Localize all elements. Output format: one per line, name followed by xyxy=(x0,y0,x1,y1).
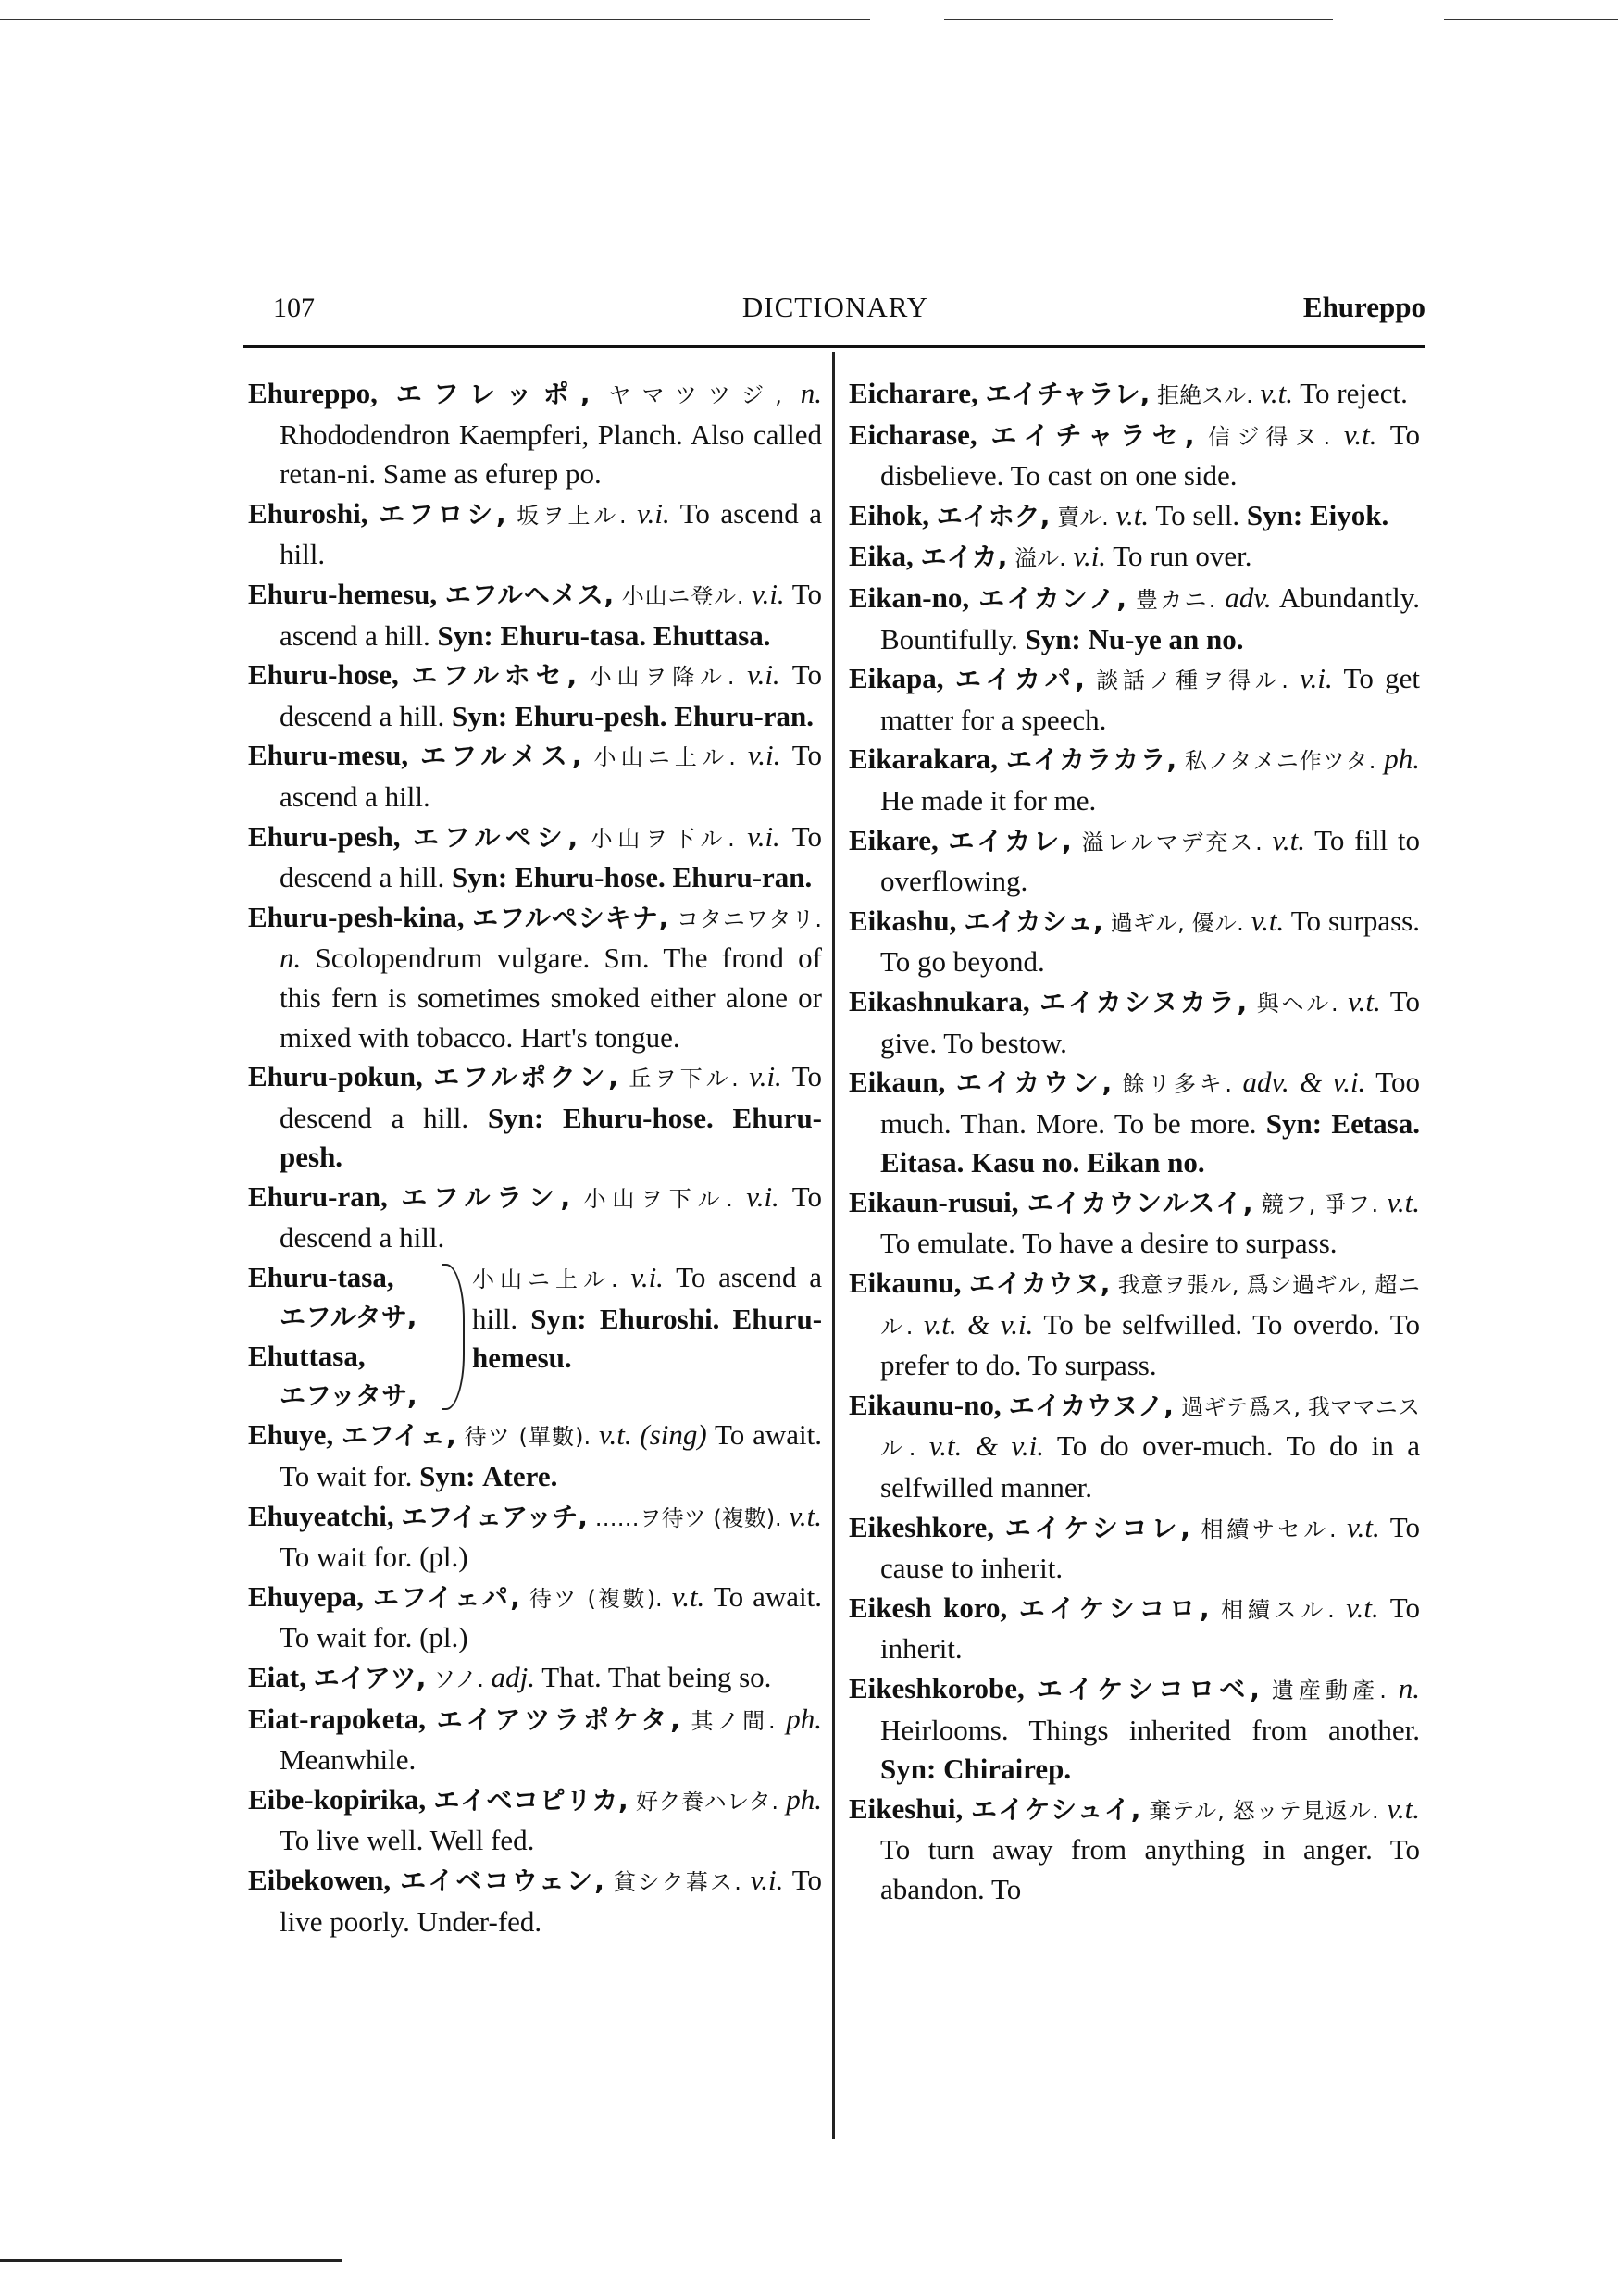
definition: To run over. xyxy=(1113,540,1252,573)
kana-reading: エフルペシキナ, xyxy=(472,902,669,933)
definition: To ascend a hill. xyxy=(280,496,822,571)
japanese-gloss: 小山ヲ下ル. xyxy=(590,825,735,852)
japanese-gloss: 拒絶スル. xyxy=(1157,382,1253,408)
headword: Eihok, xyxy=(849,498,930,531)
definition: Rhododendron Kaempferi, Planch. Also called retan-ni. Same as efurep po. xyxy=(280,418,822,491)
kana-reading: エイチャラレ, xyxy=(985,379,1151,409)
part-of-speech: v.i. xyxy=(752,577,785,610)
headword: Eiat-rapoketa, xyxy=(248,1702,427,1735)
definition: To ascend a hill. xyxy=(280,577,822,652)
headword: Eibekowen, xyxy=(248,1863,392,1896)
japanese-gloss: 餘リ多キ. xyxy=(1122,1071,1233,1098)
kana-reading: エフルホセ, xyxy=(411,660,578,692)
grouped-kana: エフルタサ, xyxy=(280,1301,417,1332)
syn-label: Syn: xyxy=(880,1753,937,1786)
synonyms: Ehuru-pesh. Ehuru-ran. xyxy=(515,699,815,732)
synonyms: Eiyok. xyxy=(1309,498,1389,531)
part-of-speech: v.i. xyxy=(637,496,670,530)
dictionary-entry xyxy=(849,1508,1420,1589)
synonyms: Ehuroshi. Ehuru-hemesu. xyxy=(472,1302,823,1375)
headword: Eikarakara, xyxy=(849,742,999,776)
definition: To descend a hill. xyxy=(280,658,822,732)
dictionary-entry xyxy=(849,579,1420,659)
definition: To be selfwilled. To overdo. To prefer to do. To surpass. xyxy=(880,1307,1421,1382)
syn-label: Syn: xyxy=(487,1101,544,1134)
kana-reading: エフルラン, xyxy=(401,1181,571,1213)
kana-reading: エイベコウェン, xyxy=(400,1865,604,1896)
headword: Eicharase, xyxy=(849,418,977,451)
synonyms: Ehuru-hose. Ehuru-pesh. xyxy=(280,1101,823,1174)
headword: Ehureppo, xyxy=(248,377,378,409)
definition: Meanwhile. xyxy=(280,1743,417,1777)
headword: Ehuyeatchi, xyxy=(248,1499,394,1532)
japanese-gloss: 待ツ (單數). xyxy=(464,1424,591,1451)
kana-reading: エフイェ, xyxy=(342,1420,456,1452)
dictionary-entry xyxy=(248,1057,822,1178)
japanese-gloss: 棄テル, 怒ッテ見返ル. xyxy=(1149,1797,1379,1824)
japanese-gloss: 與ヘル. xyxy=(1256,990,1338,1017)
syn-label: Syn: xyxy=(530,1302,587,1335)
dictionary-entry xyxy=(248,1658,822,1700)
japanese-gloss: 待ツ (複數). xyxy=(529,1585,663,1612)
dictionary-entry xyxy=(248,1780,822,1861)
japanese-gloss: コタニワタリ. xyxy=(676,905,823,932)
kana-reading: エイカシュ, xyxy=(964,905,1103,937)
japanese-gloss: 其ノ間. xyxy=(691,1707,776,1734)
japanese-gloss: 信ジ得ヌ. xyxy=(1208,423,1331,450)
part-of-speech: v.i. xyxy=(749,1060,782,1093)
dictionary-entry xyxy=(849,1063,1420,1183)
kana-reading: エイカウヌ, xyxy=(968,1268,1111,1300)
headword: Ehuyepa, xyxy=(248,1579,364,1613)
japanese-gloss: 小山ヲ降ル. xyxy=(589,664,735,691)
dictionary-entry xyxy=(849,982,1420,1063)
dictionary-entry xyxy=(248,1497,822,1578)
column-divider xyxy=(832,352,835,2139)
part-of-speech: v.i. xyxy=(1073,540,1107,573)
part-of-speech: v.t. xyxy=(1387,1791,1421,1825)
running-title: DICTIONARY xyxy=(741,291,929,323)
dictionary-entry xyxy=(849,1589,1420,1669)
scan-edge-line xyxy=(944,19,1333,20)
japanese-gloss: 貧シク暮ス. xyxy=(613,1868,741,1895)
headword: Eikaun-rusui, xyxy=(849,1185,1019,1218)
part-of-speech: n. xyxy=(280,942,302,975)
japanese-gloss: 小山ニ上ル. xyxy=(472,1267,618,1293)
part-of-speech: adv. xyxy=(1225,580,1272,614)
headword: Ehuru-pesh, xyxy=(248,819,401,853)
dictionary-entry xyxy=(248,494,822,575)
definition: To ascend a hill. xyxy=(280,739,823,813)
scan-edge-line xyxy=(0,2259,342,2262)
part-of-speech: v.t. xyxy=(1251,904,1285,937)
syn-label: Syn: xyxy=(437,618,493,652)
dictionary-entry xyxy=(849,1264,1420,1386)
headword: Eikashnukara, xyxy=(849,984,1030,1017)
syn-label: Syn: xyxy=(1265,1106,1323,1140)
definition: To await. To wait for. xyxy=(280,1418,823,1493)
dictionary-entry xyxy=(248,1700,822,1780)
dictionary-entry xyxy=(248,374,822,494)
headword: Eikapa, xyxy=(849,662,944,695)
definition: To sell. xyxy=(1155,498,1240,531)
japanese-gloss: 溢レルマデ充ス. xyxy=(1081,829,1263,855)
grouping-brace xyxy=(442,1264,465,1410)
headword: Eika, xyxy=(849,540,914,573)
japanese-gloss: 談話ノ種ヲ得ル. xyxy=(1096,668,1288,694)
syn-label: Syn: xyxy=(451,699,508,732)
japanese-gloss: 丘ヲ下ル. xyxy=(629,1066,739,1092)
kana-reading: エフルペシ, xyxy=(413,821,579,853)
definition: To descend a hill. xyxy=(280,1179,822,1254)
kana-reading: エイケシコレ, xyxy=(1004,1512,1190,1543)
headword: Ehuru-hose, xyxy=(248,658,399,692)
definition: To do over-much. To do in a selfwilled manner. xyxy=(880,1429,1420,1504)
dictionary-entry xyxy=(248,898,822,1057)
part-of-speech: v.i. xyxy=(747,819,780,853)
japanese-gloss: 好ク養ハレタ. xyxy=(635,1788,778,1815)
dictionary-entry xyxy=(248,736,822,817)
synonyms: Ehuru-tasa. Ehuttasa. xyxy=(500,618,771,652)
page-header xyxy=(245,291,1425,331)
definition: Too much. Than. More. To be more. xyxy=(880,1066,1420,1140)
syn-label: Syn: xyxy=(1025,622,1081,655)
part-of-speech: v.t. & v.i. xyxy=(924,1307,1034,1341)
part-of-speech: v.t. xyxy=(1348,984,1381,1017)
dictionary-entry xyxy=(849,740,1420,820)
headword: Eicharare, xyxy=(849,377,978,409)
dictionary-entry xyxy=(248,575,822,655)
kana-reading: エイカンノ, xyxy=(978,582,1127,614)
headword: Eikeshui, xyxy=(849,1791,964,1825)
syn-label: Syn: xyxy=(451,861,508,894)
definition: To wait for. (pl.) xyxy=(280,1541,468,1574)
part-of-speech: v.t. xyxy=(1343,418,1377,451)
dictionary-entry xyxy=(849,537,1420,579)
japanese-gloss: 豊カニ. xyxy=(1136,586,1216,613)
synonyms: Ehuru-hose. Ehuru-ran. xyxy=(515,861,813,894)
japanese-gloss: 小山ニ上ル. xyxy=(593,744,736,771)
synonyms: Chirairep. xyxy=(943,1753,1072,1786)
part-of-speech: v.t. xyxy=(1387,1185,1421,1218)
kana-reading: エイカウンルスイ, xyxy=(1027,1187,1253,1218)
dictionary-entry xyxy=(849,1790,1420,1910)
dictionary-entry xyxy=(849,902,1420,982)
page-number: 107 xyxy=(273,293,315,323)
dictionary-entry xyxy=(849,1183,1420,1264)
definition: To turn away from anything in anger. To abandon. To xyxy=(880,1833,1420,1905)
definition: To get matter for a speech. xyxy=(880,662,1421,736)
japanese-gloss: 小山ヲ下ル. xyxy=(583,1185,733,1212)
kana-reading: エイホク, xyxy=(936,500,1051,531)
definition: To descend a hill. xyxy=(280,819,822,894)
dictionary-entry xyxy=(248,1416,822,1496)
part-of-speech: v.i. xyxy=(1300,662,1333,695)
japanese-gloss: 賣ル. xyxy=(1057,504,1109,530)
part-of-speech: v.t. & v.i. xyxy=(928,1429,1045,1463)
part-of-speech: ph. xyxy=(786,1702,823,1735)
kana-reading: エフルポクン, xyxy=(433,1062,618,1093)
part-of-speech: n. xyxy=(800,377,823,409)
kana-reading: エフイェパ, xyxy=(372,1581,520,1613)
definition: To cause to inherit. xyxy=(880,1510,1420,1585)
kana-reading: エフロシ, xyxy=(379,498,506,530)
headword: Eikeshkore, xyxy=(849,1510,995,1543)
kana-reading: エフイェアッチ, xyxy=(401,1501,588,1532)
synonyms: Nu-ye an no. xyxy=(1088,622,1244,655)
syn-label: Syn: xyxy=(419,1460,476,1493)
headword: Eikare, xyxy=(849,823,939,856)
kana-reading: エイカウン, xyxy=(955,1067,1113,1099)
japanese-gloss: 私ノタメニ作ツタ. xyxy=(1185,748,1376,775)
dictionary-entry xyxy=(248,1861,822,1941)
definition: To await. To wait for. (pl.) xyxy=(280,1579,823,1654)
headword: Ehuru-pesh-kina, xyxy=(248,900,465,933)
part-of-speech: v.t. xyxy=(1272,823,1306,856)
part-of-speech: n. xyxy=(1398,1672,1420,1704)
definition: To live well. Well fed. xyxy=(280,1824,535,1857)
part-of-speech: v.t. xyxy=(1347,1510,1380,1543)
headword: Eikeshkorobe, xyxy=(849,1672,1025,1704)
definition: To inherit. xyxy=(880,1591,1420,1666)
definition: To surpass. To go beyond. xyxy=(880,904,1420,979)
left-column xyxy=(248,374,822,1941)
part-of-speech: v.i. xyxy=(746,1179,779,1213)
headword: Ehuru-mesu, xyxy=(248,739,409,772)
kana-reading: エイカ, xyxy=(920,542,1008,573)
part-of-speech: adj. xyxy=(491,1661,535,1693)
japanese-gloss: ……ヲ待ツ (複數). xyxy=(594,1504,782,1531)
japanese-gloss: 過ギテ爲ス, 我ママニスル. xyxy=(880,1393,1421,1462)
kana-reading: エイケシュイ, xyxy=(971,1793,1141,1825)
grouped-headword: Ehuru-tasa, xyxy=(248,1261,394,1294)
definition: He made it for me. xyxy=(880,783,1097,817)
headword: Eibe-kopirika, xyxy=(248,1782,427,1816)
dictionary-entry xyxy=(849,416,1420,496)
kana-reading: エイカレ, xyxy=(948,825,1072,856)
dictionary-entry xyxy=(248,655,822,736)
japanese-gloss: 小山ニ登ル. xyxy=(621,582,744,609)
kana-reading: エイベコピリカ, xyxy=(433,1784,629,1816)
definition: To emulate. To have a desire to surpass. xyxy=(880,1227,1338,1260)
headword: Ehuye, xyxy=(248,1418,334,1452)
right-column xyxy=(849,374,1420,1910)
headword: Eikashu, xyxy=(849,904,957,937)
part-of-speech: v.i. xyxy=(747,739,781,772)
definition: To disbelieve. To cast on one side. xyxy=(880,418,1420,493)
headword: Ehuru-ran, xyxy=(248,1179,388,1213)
definition: That. That being so. xyxy=(541,1661,772,1693)
kana-reading: エイアツラポケタ, xyxy=(436,1703,680,1735)
syn-label: Syn: xyxy=(1246,498,1303,531)
part-of-speech: adv. & v.i. xyxy=(1242,1066,1366,1099)
grouped-kana: エフッタサ, xyxy=(280,1379,417,1411)
headword: Eikaunu-no, xyxy=(849,1388,1002,1421)
dictionary-entry xyxy=(849,496,1420,538)
part-of-speech: v.t. xyxy=(1346,1591,1379,1624)
part-of-speech: v.t. xyxy=(1115,498,1150,531)
kana-reading: エイケシコロ, xyxy=(1018,1592,1210,1624)
kana-reading: エイアツ, xyxy=(313,1663,427,1693)
headword: Eikaunu, xyxy=(849,1267,962,1300)
headword: Ehuroshi, xyxy=(248,496,368,530)
definition: Abundantly. Bountifully. xyxy=(880,580,1421,655)
japanese-gloss: ヤマツツジ, xyxy=(608,382,782,408)
headword: Eiat, xyxy=(248,1661,306,1693)
kana-reading: エフレッポ, xyxy=(395,379,591,409)
dictionary-entry xyxy=(849,821,1420,902)
grouped-entry xyxy=(248,1258,822,1416)
definition: To descend a hill. xyxy=(280,1060,822,1134)
dictionary-entry xyxy=(248,817,822,898)
part-of-speech: ph. xyxy=(786,1782,823,1816)
kana-reading: エイカラカラ, xyxy=(1005,744,1177,776)
part-of-speech: v.i. xyxy=(747,658,780,692)
kana-reading: エイカパ, xyxy=(954,664,1085,695)
japanese-gloss: ソノ. xyxy=(433,1666,484,1692)
kana-reading: エイカウヌノ, xyxy=(1008,1390,1174,1421)
headword: Ehuru-hemesu, xyxy=(248,577,438,610)
definition: To give. To bestow. xyxy=(880,984,1421,1059)
part-of-speech: ph. xyxy=(1384,742,1421,776)
kana-reading: エフルメス, xyxy=(420,741,582,772)
dictionary-entry xyxy=(849,1669,1420,1790)
japanese-gloss: 相續スル. xyxy=(1221,1596,1335,1623)
definition: To fill to overflowing. xyxy=(880,823,1420,898)
dictionary-entry xyxy=(849,374,1420,416)
dictionary-entry xyxy=(248,1578,822,1658)
japanese-gloss: 坂ヲ上ル. xyxy=(517,502,627,529)
scan-edge-line xyxy=(1444,19,1618,20)
scan-edge-line xyxy=(0,19,870,20)
part-of-speech: v.t. xyxy=(671,1579,705,1613)
japanese-gloss: 溢ル. xyxy=(1014,545,1066,572)
part-of-speech: v.i. xyxy=(750,1863,784,1896)
japanese-gloss: 競フ, 爭フ. xyxy=(1261,1191,1379,1217)
kana-reading: エイチャラセ, xyxy=(990,419,1195,451)
definition: To reject. xyxy=(1300,377,1408,409)
dictionary-entry xyxy=(248,1178,822,1258)
synonyms: Atere. xyxy=(482,1460,558,1493)
part-of-speech: v.t. xyxy=(789,1499,823,1532)
headword: Eikaun, xyxy=(849,1066,946,1099)
part-of-speech: v.t. (sing) xyxy=(599,1418,707,1452)
japanese-gloss: 我意ヲ張ル, 爲シ過ギル, 超ニル. xyxy=(880,1272,1420,1340)
definition: To live poorly. Under-fed. xyxy=(280,1863,823,1938)
headword: Eikan-no, xyxy=(849,580,970,614)
definition: Heirlooms. Things inherited from another. xyxy=(880,1713,1420,1746)
guide-word: Ehureppo xyxy=(1302,291,1425,323)
kana-reading: エフルヘメス, xyxy=(444,579,615,610)
kana-reading: エイカシヌカラ, xyxy=(1039,986,1248,1017)
synonyms: Eetasa. Eitasa. Kasu no. Eikan no. xyxy=(880,1106,1420,1179)
headword: Ehuru-pokun, xyxy=(248,1060,423,1093)
japanese-gloss: 相續サセル. xyxy=(1201,1516,1337,1542)
kana-reading: エイケシコロベ, xyxy=(1036,1674,1260,1704)
definition: Scolopendrum vulgare. Sm. The frond of this fern is sometimes smoked either alone or mixed with tobacco. Hart's tongue. xyxy=(280,942,822,1054)
part-of-speech: v.i. xyxy=(630,1261,664,1294)
part-of-speech: v.t. xyxy=(1260,377,1294,409)
japanese-gloss: 過ギル, 優ル. xyxy=(1110,909,1244,936)
japanese-gloss: 遺産動產. xyxy=(1271,1678,1387,1703)
dictionary-entry xyxy=(849,1386,1420,1508)
dictionary-entry xyxy=(849,659,1420,740)
definition: To ascend a hill. xyxy=(472,1261,822,1335)
headword: Eikesh koro, xyxy=(849,1591,1008,1624)
header-rule xyxy=(243,345,1425,348)
grouped-headword: Ehuttasa, xyxy=(248,1340,366,1373)
